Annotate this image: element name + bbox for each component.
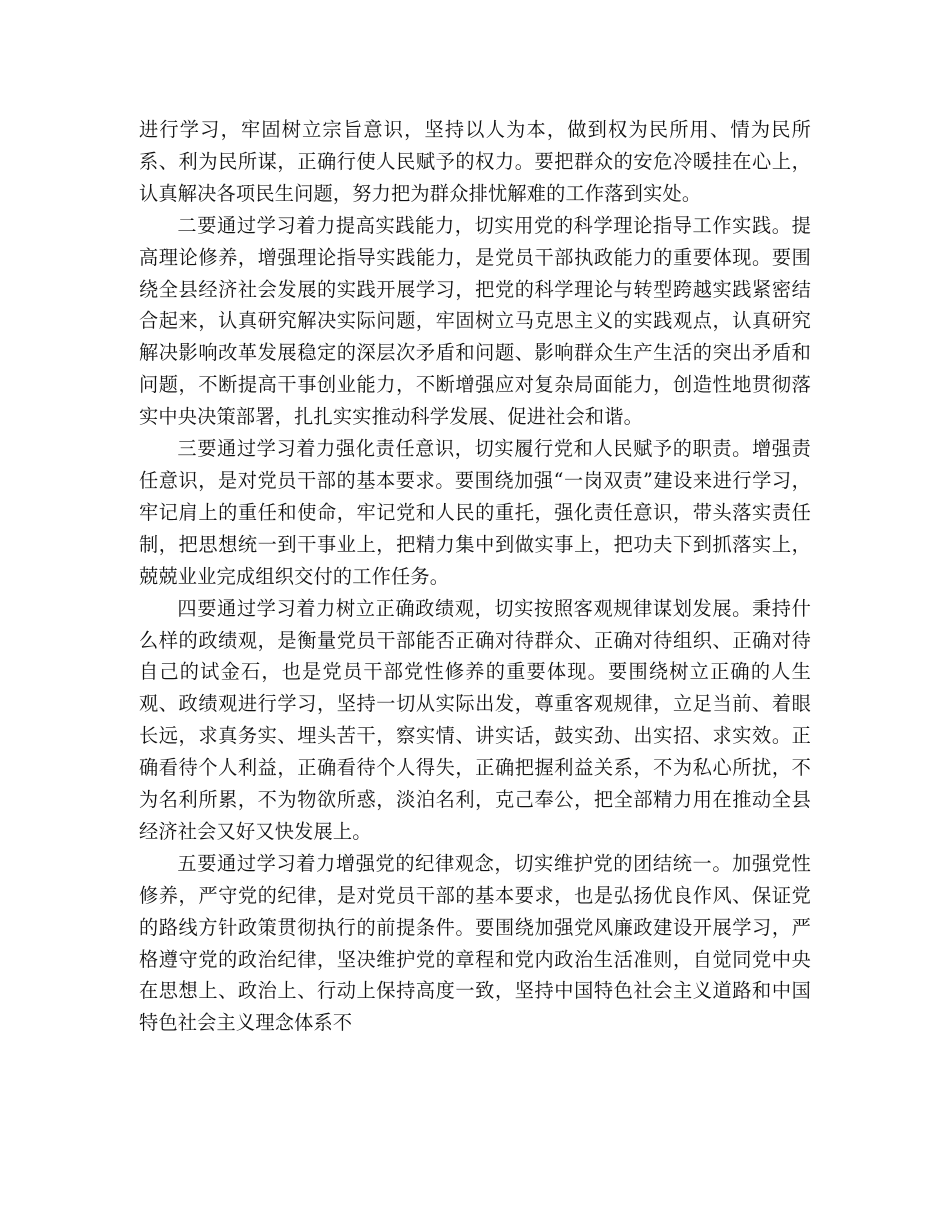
paragraph-continuation: 进行学习，牢固树立宗旨意识，坚持以人为本，做到权为民所用、情为民所系、利为民所谋，正确行使人民赋予的权力。要把群众的安危冷暖挂在心上，认真解决各项民生问题，努力把为群众排忧解难的工作落到实处。 [139, 118, 811, 205]
paragraph-point-two: 二要通过学习着力提高实践能力，切实用党的科学理论指导工作实践。提高理论修养，增强理论指导实践能力，是党员干部执政能力的重要体现。要围绕全县经济社会发展的实践开展学习，把党的科学理论与转型跨越实践紧密结合起来，认真研究解决实际问题，牢固树立马克思主义的实践观点，认真研究解决影响改革发展稳定的深层次矛盾和问题、影响群众生产生活的突出矛盾和问题，不断提高干事创业能力，不断增强应对复杂局面能力，创造性地贯彻落实中央决策部署，扎扎实实推动科学发展、促进社会和谐。 [139, 213, 811, 429]
document-page [139, 114, 811, 1039]
paragraph-point-four: 四要通过学习着力树立正确政绩观，切实按照客观规律谋划发展。秉持什么样的政绩观，是衡量党员干部能否正确对待群众、正确对待组织、正确对待自己的试金石，也是党员干部党性修养的重要体现。要围绕树立正确的人生观、政绩观进行学习，坚持一切从实际出发，尊重客观规律，立足当前、着眼长远，求真务实、埋头苦干，察实情、讲实话，鼓实劲、出实招、求实效。正确看待个人利益，正确看待个人得失，正确把握利益关系，不为私心所扰，不为名利所累，不为物欲所惑，淡泊名利，克己奉公，把全部精力用在推动全县经济社会又好又快发展上。 [139, 596, 811, 843]
paragraph-point-five: 五要通过学习着力增强党的纪律观念，切实维护党的团结统一。加强党性修养，严守党的纪律，是对党员干部的基本要求，也是弘扬优良作风、保证党的路线方针政策贯彻执行的前提条件。要围绕加强党风廉政建设开展学习，严格遵守党的政治纪律，坚决维护党的章程和党内政治生活准则，自觉同党中央在思想上、政治上、行动上保持高度一致，坚持中国特色社会主义道路和中国特色社会主义理念体系不 [139, 851, 811, 1035]
paragraph-point-three: 三要通过学习着力强化责任意识，切实履行党和人民赋予的职责。增强责任意识，是对党员干部的基本要求。要围绕加强“一岗双责”建设来进行学习，牢记肩上的重任和使命，牢记党和人民的重托，强化责任意识，带头落实责任制，把思想统一到干事业上，把精力集中到做实事上，把功夫下到抓落实上，兢兢业业完成组织交付的工作任务。 [139, 437, 811, 588]
